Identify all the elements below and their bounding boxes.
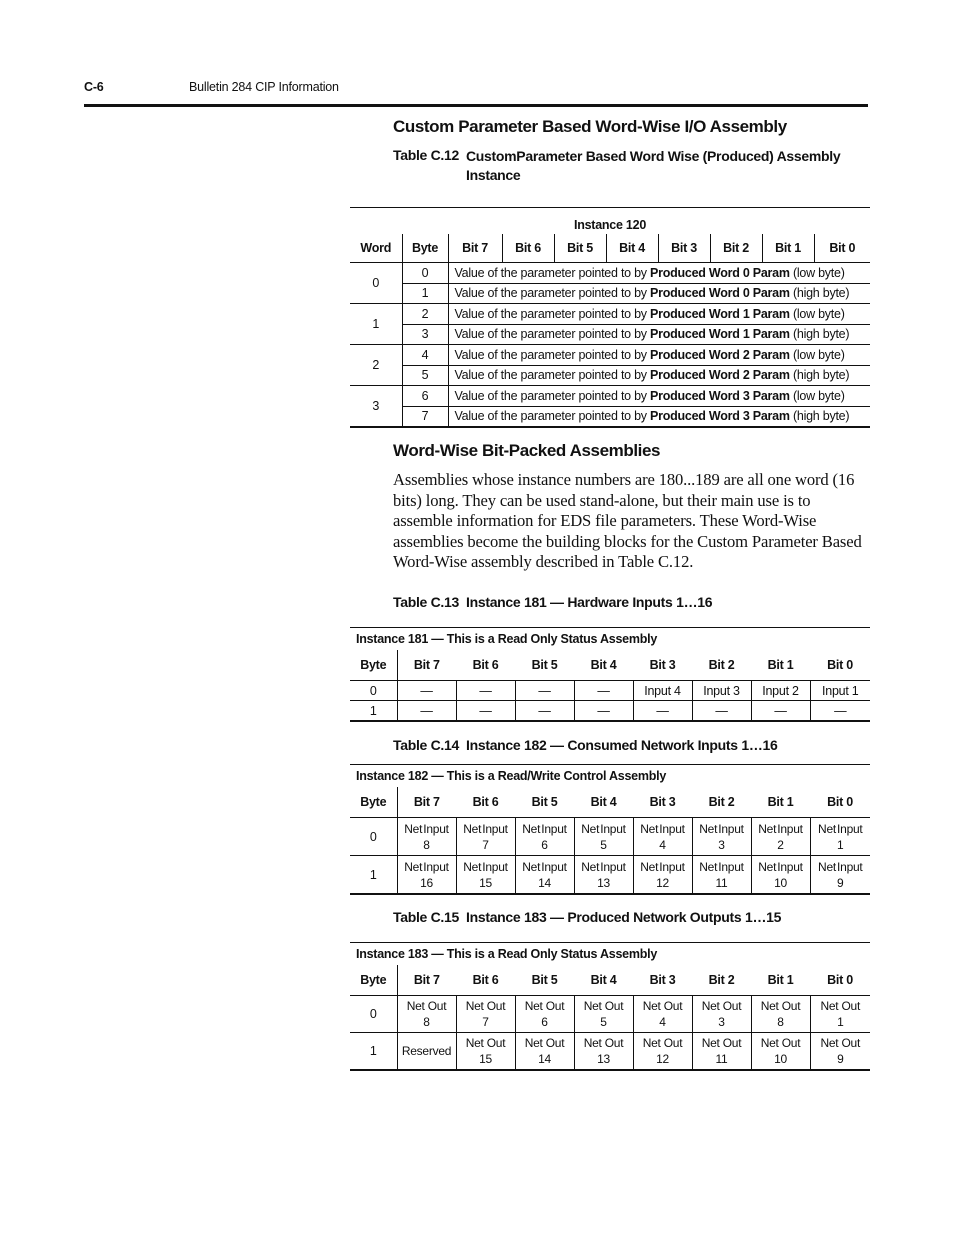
column-header: Bit 1: [762, 234, 814, 263]
parameter-name: Produced Word 1 Param: [650, 327, 790, 342]
word-cell: 0: [372, 276, 380, 290]
description-prefix: Value of the parameter pointed to by: [454, 327, 647, 342]
parameter-name: Produced Word 0 Param: [650, 265, 790, 280]
caption-id: Table C.15: [393, 909, 459, 925]
table-row: [350, 701, 870, 722]
column-header: Bit 0: [810, 650, 870, 681]
description-prefix: Value of the parameter pointed to by: [454, 368, 647, 383]
bit-cell: Net Out 14: [515, 1033, 574, 1071]
byte-cell: 1: [350, 1033, 397, 1071]
section-heading-custom-parameter: Custom Parameter Based Word-Wise I/O Assembly: [393, 117, 787, 136]
bit-cell: Net Out 12: [633, 1033, 692, 1071]
column-header: Bit 1: [751, 965, 810, 996]
bit-cell: Input 4: [633, 681, 692, 701]
bit-cell: Input 1: [810, 681, 870, 701]
bit-cell: Net Input 1: [810, 818, 870, 856]
column-header: Word: [350, 234, 402, 263]
description-prefix: Value of the parameter pointed to by: [454, 306, 647, 321]
bit-cell: —: [397, 701, 456, 722]
table-title: Instance 181 — This is a Read Only Status Assembly: [356, 632, 658, 646]
table-caption-c12: [393, 147, 846, 185]
table-title: Instance 182 — This is a Read/Write Control Assembly: [356, 769, 667, 783]
bit-cell: Net Input 9: [810, 856, 870, 895]
description-cell: [448, 304, 870, 325]
column-header: Bit 5: [515, 787, 574, 818]
byte-cell: 0: [369, 829, 377, 844]
column-header: Bit 5: [515, 650, 574, 681]
page-number: C-6: [84, 80, 104, 94]
byte-suffix: (high byte): [792, 409, 850, 424]
bit-cell: Net Out 6: [515, 996, 574, 1033]
column-header: Bit 0: [810, 965, 870, 996]
bit-cell: Net Input 13: [574, 856, 633, 895]
column-header: Bit 3: [633, 650, 692, 681]
caption-id: Table C.14: [393, 737, 459, 753]
table-row: [350, 406, 870, 427]
description-cell: [448, 324, 870, 345]
bit-cell: Net Out 3: [692, 996, 751, 1033]
table-row: [350, 681, 870, 701]
table-row: [350, 324, 870, 345]
byte-cell: 2: [402, 304, 448, 325]
bit-cell: Net Input 12: [633, 856, 692, 895]
column-header: Bit 7: [397, 787, 456, 818]
column-header: Bit 6: [456, 787, 515, 818]
description-prefix: Value of the parameter pointed to by: [454, 388, 647, 403]
bit-cell: Net Out 10: [751, 1033, 810, 1071]
bit-cell: Net Input 5: [574, 818, 633, 856]
parameter-name: Produced Word 2 Param: [650, 368, 790, 383]
table-row: [350, 304, 870, 325]
bit-cell: Net Out 8: [751, 996, 810, 1033]
bit-cell: Reserved: [397, 1033, 456, 1071]
column-header: Bit 2: [692, 787, 751, 818]
bit-cell: Net Out 11: [692, 1033, 751, 1071]
bit-cell: —: [456, 681, 515, 701]
description-prefix: Value of the parameter pointed to by: [454, 265, 647, 280]
column-header: Bit 1: [751, 787, 810, 818]
parameter-name: Produced Word 2 Param: [650, 347, 790, 362]
column-header: Bit 3: [633, 787, 692, 818]
column-header: Byte: [402, 234, 448, 263]
byte-cell: 1: [402, 283, 448, 304]
bit-cell: Net Input 10: [751, 856, 810, 895]
parameter-name: Produced Word 3 Param: [650, 409, 790, 424]
description-cell: [448, 345, 870, 366]
byte-cell: 1: [350, 701, 397, 722]
table-instance-120: [350, 207, 870, 428]
caption-id: Table C.12: [393, 147, 459, 163]
description-prefix: Value of the parameter pointed to by: [454, 347, 647, 362]
table-instance-183: [350, 942, 870, 1071]
table-instance-182: [350, 764, 870, 895]
column-header: Bit 3: [658, 234, 710, 263]
column-header: Bit 0: [810, 787, 870, 818]
column-header: Bit 2: [692, 965, 751, 996]
page-header: [84, 80, 868, 107]
bit-cell: Net Input 4: [633, 818, 692, 856]
column-header: Bit 1: [751, 650, 810, 681]
table-row: [350, 283, 870, 304]
byte-cell: 4: [402, 345, 448, 366]
bit-cell: Net Out 1: [810, 996, 870, 1033]
parameter-name: Produced Word 0 Param: [650, 286, 790, 301]
byte-suffix: (high byte): [792, 286, 850, 301]
body-paragraph: Assemblies whose instance numbers are 180...189 are all one word (16 bits) long. They can be used stand-alone, but their main use is to assemble information for EDS file parameters. These Word-Wise assemblies become the building blocks for the Custom Parameter Based Word-Wise assembly described in Table C.12.: [393, 470, 862, 571]
column-header: Bit 4: [574, 787, 633, 818]
byte-cell: 0: [369, 1007, 377, 1021]
bit-cell: Net Out 13: [574, 1033, 633, 1071]
caption-text: CustomParameter Based Word Wise (Produced) Assembly Instance: [466, 148, 841, 183]
byte-cell: 7: [402, 406, 448, 427]
bit-cell: Net Input 3: [692, 818, 751, 856]
byte-cell: 0: [402, 263, 448, 284]
bit-cell: Input 2: [751, 681, 810, 701]
column-header: Bit 6: [456, 965, 515, 996]
table-caption-c15: [393, 909, 781, 925]
bit-cell: —: [574, 701, 633, 722]
column-header: Bit 4: [574, 965, 633, 996]
word-cell: 1: [350, 304, 402, 345]
bit-cell: —: [515, 701, 574, 722]
byte-suffix: (low byte): [792, 388, 845, 403]
column-header: Bit 6: [502, 234, 554, 263]
byte-cell: 6: [402, 386, 448, 407]
bit-cell: Net Out 15: [456, 1033, 515, 1071]
bit-cell: —: [810, 701, 870, 722]
byte-cell: 1: [350, 856, 397, 895]
column-header: Bit 0: [814, 234, 870, 263]
table-title: Instance 120: [573, 218, 647, 232]
bit-cell: Input 3: [692, 681, 751, 701]
description-prefix: Value of the parameter pointed to by: [454, 409, 647, 424]
bit-cell: Net Input 11: [692, 856, 751, 895]
bit-cell: —: [574, 681, 633, 701]
caption-id: Table C.13: [393, 594, 459, 610]
byte-cell: 3: [402, 324, 448, 345]
column-header: Bit 2: [692, 650, 751, 681]
bit-cell: —: [456, 701, 515, 722]
bit-cell: —: [397, 681, 456, 701]
column-header: Bit 2: [710, 234, 762, 263]
table-title: Instance 183 — This is a Read Only Status Assembly: [356, 947, 658, 961]
table-row: [350, 996, 870, 1033]
word-cell: 3: [350, 386, 402, 428]
bit-cell: Net Out 4: [633, 996, 692, 1033]
byte-suffix: (low byte): [792, 306, 845, 321]
bit-cell: Net Input 14: [515, 856, 574, 895]
byte-cell: 5: [402, 365, 448, 386]
bit-cell: Net Out 9: [810, 1033, 870, 1071]
byte-suffix: (low byte): [792, 265, 845, 280]
byte-suffix: (high byte): [792, 327, 850, 342]
word-cell: 2: [350, 345, 402, 386]
column-header: Bit 4: [574, 650, 633, 681]
byte-cell: 0: [369, 683, 377, 698]
column-header: Bit 7: [397, 650, 456, 681]
byte-suffix: (high byte): [792, 368, 850, 383]
caption-text: Instance 183 — Produced Network Outputs 1…15: [466, 909, 782, 925]
description-cell: [448, 283, 870, 304]
column-header: Byte: [350, 965, 397, 996]
description-cell: [448, 365, 870, 386]
description-cell: [448, 406, 870, 427]
column-header: Byte: [350, 787, 397, 818]
table-row: [350, 856, 870, 895]
column-header: Bit 3: [633, 965, 692, 996]
bit-cell: Net Input 16: [397, 856, 456, 895]
bit-cell: —: [515, 681, 574, 701]
description-cell: [448, 263, 870, 284]
byte-suffix: (low byte): [792, 347, 845, 362]
bit-cell: —: [633, 701, 692, 722]
bit-cell: Net Out 8: [397, 996, 456, 1033]
table-row: [350, 365, 870, 386]
column-header: Bit 6: [456, 650, 515, 681]
bit-cell: Net Input 2: [751, 818, 810, 856]
bit-cell: Net Out 7: [456, 996, 515, 1033]
column-header: Byte: [350, 650, 397, 681]
description-prefix: Value of the parameter pointed to by: [454, 286, 647, 301]
table-caption-c13: [393, 594, 712, 610]
bit-cell: Net Out 5: [574, 996, 633, 1033]
column-header: Bit 5: [515, 965, 574, 996]
table-instance-181: [350, 627, 870, 722]
table-row: [350, 1033, 870, 1071]
section-heading-bit-packed: Word-Wise Bit-Packed Assemblies: [393, 441, 661, 460]
parameter-name: Produced Word 3 Param: [650, 388, 790, 403]
bit-cell: —: [692, 701, 751, 722]
caption-text: Instance 181 — Hardware Inputs 1…16: [466, 594, 713, 610]
table-row: [350, 263, 870, 284]
table-row: [350, 345, 870, 366]
parameter-name: Produced Word 1 Param: [650, 306, 790, 321]
table-caption-c14: [393, 737, 778, 753]
column-header: Bit 7: [397, 965, 456, 996]
description-cell: [448, 386, 870, 407]
column-header: Bit 7: [448, 234, 502, 263]
bit-cell: Net Input 15: [456, 856, 515, 895]
caption-text: Instance 182 — Consumed Network Inputs 1…16: [466, 737, 778, 753]
bit-cell: Net Input 7: [456, 818, 515, 856]
column-header: Bit 4: [606, 234, 658, 263]
table-row: [350, 386, 870, 407]
table-row: [350, 818, 870, 856]
bit-cell: Net Input 8: [397, 818, 456, 856]
column-header: Bit 5: [554, 234, 606, 263]
bit-cell: Net Input 6: [515, 818, 574, 856]
bit-cell: —: [751, 701, 810, 722]
running-title: Bulletin 284 CIP Information: [189, 80, 339, 94]
